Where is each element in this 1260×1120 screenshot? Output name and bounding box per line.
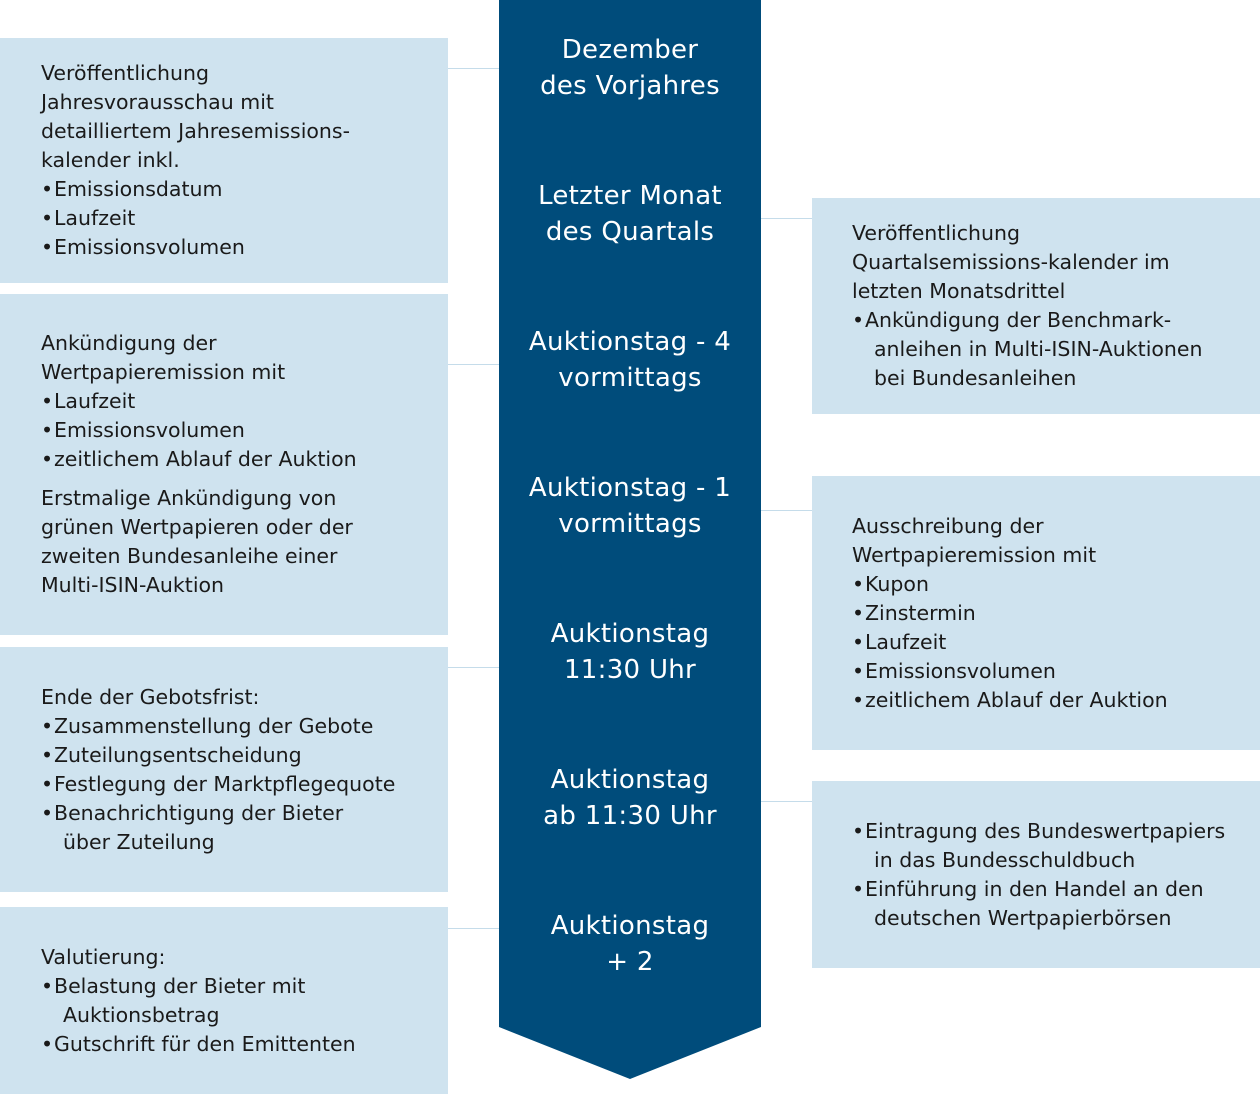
timeline-step-line: + 2 (606, 947, 654, 977)
bullet-item: • Laufzeit (41, 387, 430, 416)
bullet-item: • Ankündigung der Benchmark- (852, 306, 1242, 335)
bullet-item: • Kupon (852, 570, 1242, 599)
timeline-step-auktionstag-minus-1 (499, 470, 761, 542)
bullet-item-continuation: deutschen Wertpapierbörsen (874, 905, 1172, 930)
bullet-list (852, 306, 1242, 393)
bullet-item: • Benachrichtigung der Bieter (41, 799, 430, 828)
bullet-item-continuation: Auktionsbetrag (63, 1002, 220, 1027)
bullet-item: • Einführung in den Handel an den (852, 875, 1242, 904)
timeline-step-auktionstag-plus-2 (499, 908, 761, 980)
bullet-item: • zeitlichem Ablauf der Auktion (852, 686, 1242, 715)
bullet-item: • Laufzeit (852, 628, 1242, 657)
bullet-item: • Zinstermin (852, 599, 1242, 628)
bullet-item: • Emissionsdatum (41, 175, 430, 204)
bullet-item-continuation: über Zuteilung (63, 829, 215, 854)
bullet-item: • Eintragung des Bundeswertpapiers (852, 817, 1242, 846)
bullet-list (41, 387, 430, 474)
box-quartalskalender (812, 198, 1260, 414)
timeline-step-auktionstag-minus-4 (499, 324, 761, 396)
timeline-step-line: Dezember (561, 35, 699, 65)
bullet-item: • Emissionsvolumen (852, 657, 1242, 686)
bullet-item: • Belastung der Bieter mit (41, 972, 430, 1001)
bullet-item-continuation: anleihen in Multi-ISIN-Auktionen (874, 337, 1203, 361)
box-intro: Valutierung: (41, 944, 166, 969)
box-intro: Ausschreibung der Wertpapieremission mit (852, 513, 1097, 567)
timeline-step-line: 11:30 Uhr (563, 655, 697, 685)
timeline-step-line: des Vorjahres (540, 71, 720, 101)
timeline-step-line: Auktionstag (550, 911, 710, 941)
box-intro: Veröffentlichung Jahresvorausschau mit detailliertem Jahresemissions-kalender inkl. (41, 61, 351, 172)
bullet-item: • Gutschrift für den Emittenten (41, 1030, 430, 1059)
bullet-item: • Emissionsvolumen (41, 233, 430, 262)
bullet-item: • Zusammenstellung der Gebote (41, 712, 430, 741)
box-valutierung (0, 907, 448, 1094)
timeline-step-line: ab 11:30 Uhr (543, 801, 717, 831)
timeline-step-line: Auktionstag - 1 (528, 473, 732, 503)
timeline-step-line: Auktionstag - 4 (528, 327, 732, 357)
box-ausschreibung (812, 476, 1260, 750)
bullet-list (852, 570, 1242, 715)
timeline-step-line: Auktionstag (550, 619, 710, 649)
timeline-step-line: Auktionstag (550, 765, 710, 795)
bullet-list (41, 972, 430, 1059)
box-intro: Ankündigung der Wertpapieremission mit (41, 331, 286, 384)
box-note: Erstmalige Ankündigung von grünen Wertpapieren oder der zweiten Bundesanleihe einer Multi-ISIN-Auktion (41, 486, 353, 597)
box-gebotsfrist (0, 647, 448, 892)
bullet-item: • Laufzeit (41, 204, 430, 233)
box-ankuendigung (0, 294, 448, 635)
bullet-list (41, 175, 430, 262)
bullet-item-continuation: bei Bundesanleihen (874, 366, 1077, 390)
bullet-item-continuation: in das Bundesschuldbuch (874, 847, 1136, 872)
timeline-step-dezember (499, 32, 761, 104)
bullet-list (852, 817, 1242, 933)
box-eintragung (812, 781, 1260, 968)
box-intro: Ende der Gebotsfrist: (41, 684, 260, 709)
bullet-item: • Festlegung der Marktpflegequote (41, 770, 430, 799)
timeline-step-letzter-monat (499, 178, 761, 250)
timeline-step-auktionstag-ab-1130 (499, 762, 761, 834)
timeline-step-auktionstag-1130 (499, 616, 761, 688)
box-jahresvorausschau (0, 38, 448, 283)
timeline-step-line: vormittags (558, 509, 702, 539)
bullet-item: • Zuteilungsentscheidung (41, 741, 430, 770)
timeline-step-line: Letzter Monat (538, 181, 722, 211)
timeline-step-line: vormittags (558, 363, 702, 393)
bullet-item: • Emissionsvolumen (41, 416, 430, 445)
timeline-step-line: des Quartals (545, 217, 715, 247)
box-intro: Veröffentlichung Quartalsemissions-kalender im letzten Monatsdrittel (852, 221, 1170, 303)
bullet-item: • zeitlichem Ablauf der Auktion (41, 445, 430, 474)
bullet-list (41, 712, 430, 857)
